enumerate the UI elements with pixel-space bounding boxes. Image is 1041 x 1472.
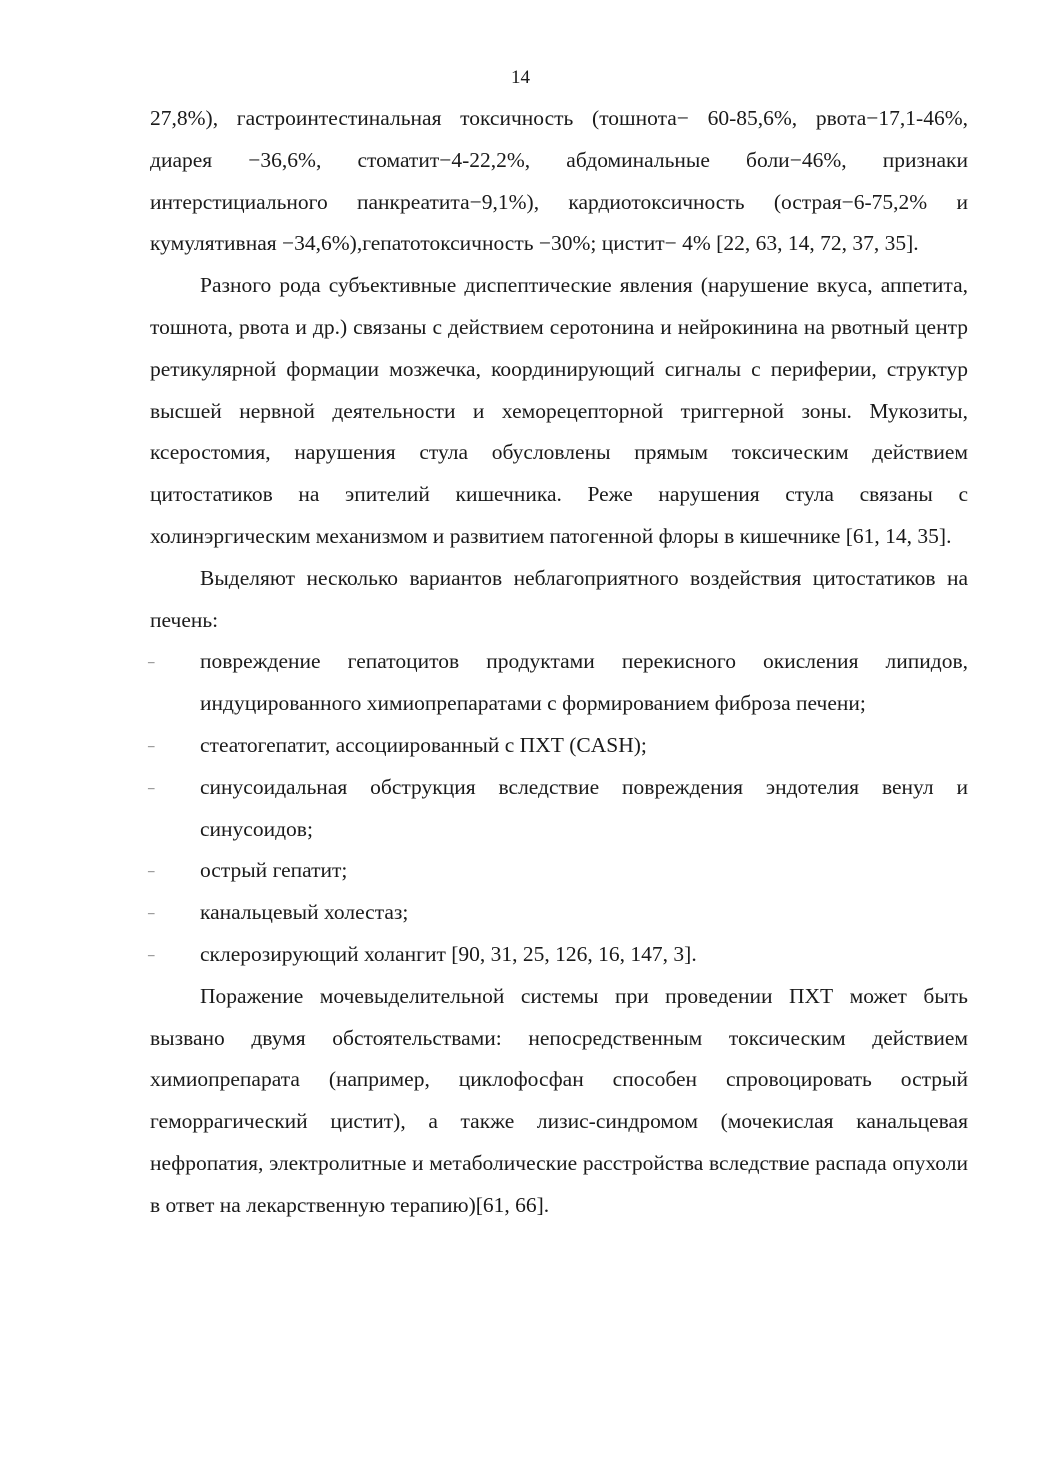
list-item xyxy=(150,850,968,892)
list-item-text: склерозирующий холангит [90, 31, 25, 126, 16, 147, 3]. xyxy=(200,941,697,966)
list-item xyxy=(150,892,968,934)
list-item-text: острый гепатит; xyxy=(200,858,348,883)
list-item-text: повреждение гепатоцитов продуктами перекисного окисления липидов, индуцированного химиопрепаратами с формированием фиброза печени; xyxy=(200,649,968,716)
page-body xyxy=(150,98,968,1227)
page-number: 14 xyxy=(511,67,530,88)
list-bullet: – xyxy=(148,946,155,962)
paragraph-dyspeptic-phenomena: Разного рода субъективные диспептические явления (нарушение вкуса, аппетита, тошнота, рвота и др.) связаны с действием серотонина и нейрокинина на рвотный центр ретикулярной формации мозжечка, координирующий сигналы с периферии, структур высшей нервной деятельности и хеморецепторной триггерной зоны. Мукозиты, ксеростомия, нарушения стула обусловлены прямым токсическим действием цитостатиков на эпителий кишечника. Реже нарушения стула связаны с холинэргическим механизмом и развитием патогенной флоры в кишечнике [61, 14, 35]. xyxy=(150,273,968,548)
list-item xyxy=(150,641,968,725)
list-bullet: – xyxy=(148,905,155,921)
list-item xyxy=(150,725,968,767)
list-item-text: стеатогепатит, ассоциированный с ПХТ (CASH); xyxy=(200,732,647,757)
list-item-text: канальцевый холестаз; xyxy=(200,900,409,925)
list-item-text: синусоидальная обструкция вследствие повреждения эндотелия венул и синусоидов; xyxy=(200,774,968,841)
paragraph-liver-effects-intro: Выделяют несколько вариантов неблагоприятного воздействия цитостатиков на печень: xyxy=(150,565,968,632)
list-item xyxy=(150,934,968,976)
list-bullet: – xyxy=(148,737,155,753)
list-bullet: – xyxy=(148,654,155,670)
list-bullet: – xyxy=(148,863,155,879)
paragraph-toxicity-continuation: 27,8%), гастроинтестинальная токсичность (тошнота− 60-85,6%, рвота−17,1-46%, диарея −36,6%, стоматит−4-22,2%, абдоминальные боли−46%, признаки интерстициального панкреатита−9,1%), кардиотоксичность (острая−6-75,2% и кумулятивная −34,6%),гепатотоксичность −30%; цистит− 4% [22, 63, 14, 72, 37, 35]. xyxy=(150,106,968,256)
list-bullet: – xyxy=(148,779,155,795)
list-item xyxy=(150,767,968,851)
paragraph-urinary-system: Поражение мочевыделительной системы при проведении ПХТ может быть вызвано двумя обстоятельствами: непосредственным токсическим действием химиопрепарата (например, циклофосфан способен спровоцировать острый геморрагический цистит), а также лизис-синдромом (мочекислая канальцевая нефропатия, электролитные и метаболические расстройства вследствие распада опухоли в ответ на лекарственную терапию)[61, 66]. xyxy=(150,983,968,1217)
liver-effects-list xyxy=(150,641,968,975)
